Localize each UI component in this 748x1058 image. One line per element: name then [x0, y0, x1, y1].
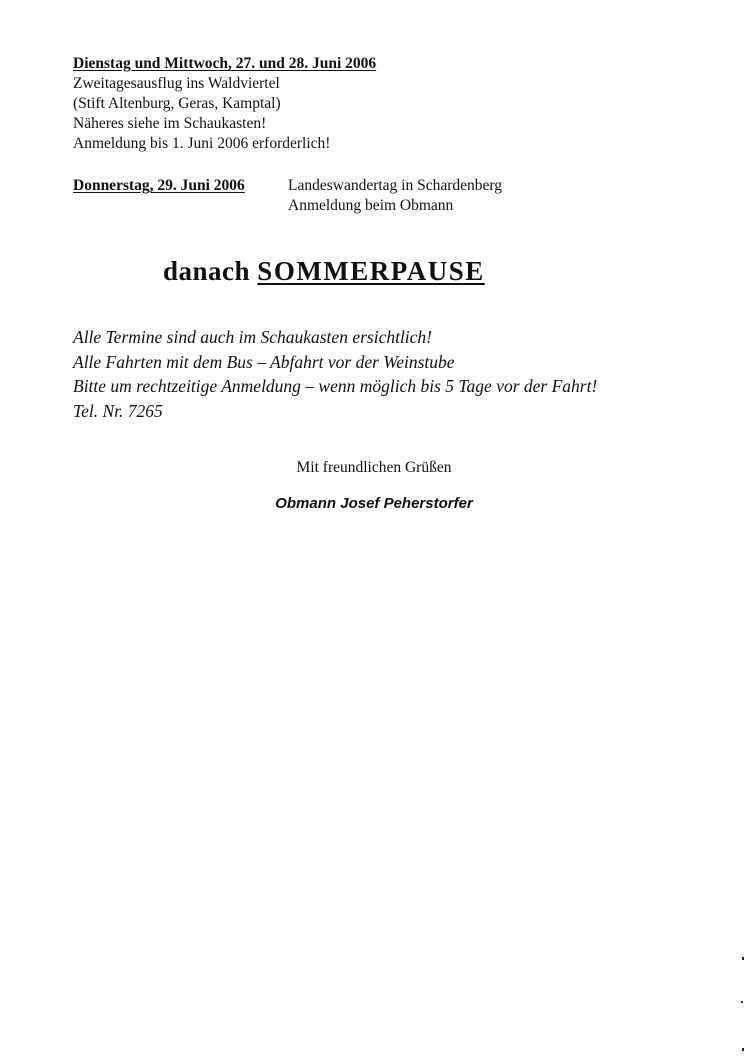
note-line: Alle Termine sind auch im Schaukasten ersichtlich! — [73, 327, 433, 347]
event-description-line: Anmeldung beim Obmann — [288, 197, 454, 214]
scan-speck — [741, 1001, 743, 1003]
signature: Obmann Josef Peherstorfer — [275, 495, 473, 512]
headline-emphasis: SOMMERPAUSE — [257, 256, 485, 286]
scan-speck — [742, 957, 744, 960]
event-date: Dienstag und Mittwoch, 27. und 28. Juni 2006 — [73, 55, 377, 72]
event-description-line: Anmeldung bis 1. Juni 2006 erforderlich! — [73, 135, 331, 152]
scan-speck — [742, 1048, 744, 1051]
headline-prefix: danach — [163, 256, 251, 286]
note-line: Alle Fahrten mit dem Bus – Abfahrt vor der Weinstube — [73, 351, 455, 372]
event-description-line: Näheres siehe im Schaukasten! — [73, 115, 267, 132]
summer-break-headline — [163, 255, 485, 287]
event-description-line: (Stift Altenburg, Geras, Kamptal) — [73, 95, 281, 112]
note-line: Bitte um rechtzeitige Anmeldung – wenn möglich bis 5 Tage vor der Fahrt! — [73, 376, 598, 396]
general-notes — [73, 325, 713, 423]
event-description-line: Landeswandertag in Schardenberg — [288, 177, 503, 194]
event-date-hiking-day: Donnerstag, 29. Juni 2006 — [73, 177, 245, 194]
event-block-excursion — [73, 54, 493, 154]
note-line: Tel. Nr. 7265 — [73, 400, 163, 421]
event-block-hiking-day — [288, 176, 502, 216]
event-description-line: Zweitagesausflug ins Waldviertel — [73, 75, 280, 92]
closing-greeting: Mit freundlichen Grüßen — [296, 459, 452, 476]
